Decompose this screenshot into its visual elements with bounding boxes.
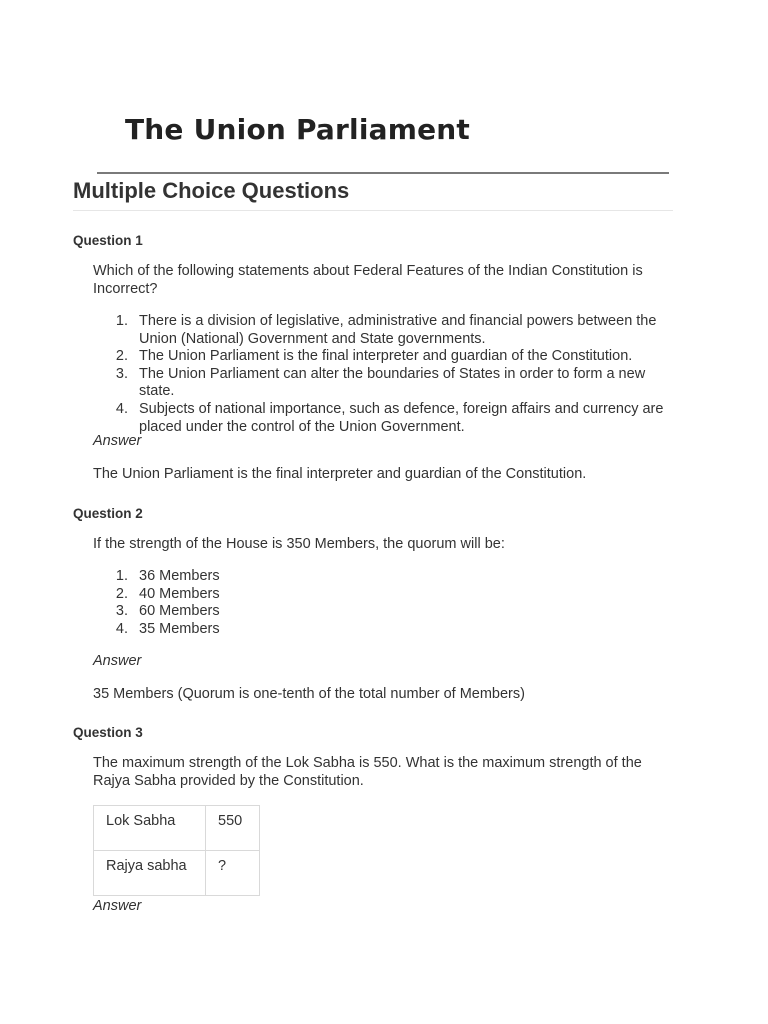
question-3-label: Question 3 — [73, 725, 143, 740]
section-heading: Multiple Choice Questions — [73, 178, 350, 203]
table-row — [94, 806, 260, 851]
option-number: 4. — [115, 620, 128, 637]
page-title: The Union Parliament — [125, 113, 471, 146]
table-cell: ? — [206, 851, 260, 896]
option-number: 1. — [115, 568, 128, 584]
question-1-label: Question 1 — [73, 233, 143, 248]
table-cell: Rajya sabha — [94, 851, 206, 896]
option-text: The Union Parliament is the final interpreter and guardian of the Constitution. — [139, 348, 633, 365]
option-text: 60 Members — [139, 603, 220, 620]
option-number: 4. — [115, 400, 128, 417]
question-2-label: Question 2 — [73, 506, 143, 521]
option-item — [93, 621, 693, 639]
option-item — [93, 586, 693, 604]
title-divider — [97, 172, 669, 174]
table-row — [94, 851, 260, 896]
question-2-answer: 35 Members (Quorum is one-tenth of the total number of Members) — [93, 686, 525, 702]
question-3-answer-label: Answer — [93, 898, 142, 914]
section-divider — [73, 210, 673, 211]
question-1-text: Which of the following statements about Federal Features of the Indian Constitution is Incorrect? — [93, 263, 643, 297]
option-number: 2. — [115, 585, 128, 602]
option-item — [93, 568, 693, 586]
question-2-text: If the strength of the House is 350 Members, the quorum will be: — [93, 536, 505, 552]
question-2-answer-label: Answer — [93, 653, 142, 669]
question-3-text: The maximum strength of the Lok Sabha is 550. What is the maximum strength of the Rajya Sabha provided by the Constitution. — [93, 755, 642, 789]
option-text: 36 Members — [139, 568, 220, 584]
table-cell: 550 — [206, 806, 260, 851]
question-1-answer: The Union Parliament is the final interpreter and guardian of the Constitution. — [93, 466, 587, 482]
table-cell: Lok Sabha — [94, 806, 206, 851]
option-number: 3. — [115, 365, 128, 382]
option-text: Subjects of national importance, such as defence, foreign affairs and currency are placed under the control of the Union Government. — [139, 400, 664, 435]
option-text: 40 Members — [139, 585, 220, 602]
question-1-answer-label: Answer — [93, 433, 142, 449]
option-item — [93, 603, 693, 621]
option-text: There is a division of legislative, administrative and financial powers between the Union (National) Government and State governments. — [139, 313, 657, 347]
strength-table — [93, 805, 260, 896]
option-number: 3. — [115, 603, 128, 620]
option-item — [93, 366, 693, 401]
option-item — [93, 348, 693, 366]
option-item — [93, 401, 693, 436]
option-text: The Union Parliament can alter the boundaries of States in order to form a new state. — [139, 365, 646, 400]
option-number: 1. — [115, 313, 128, 329]
option-item — [93, 313, 693, 348]
option-number: 2. — [115, 348, 128, 365]
option-text: 35 Members — [139, 620, 220, 637]
question-2-options — [93, 568, 693, 638]
question-1-options — [93, 313, 693, 436]
